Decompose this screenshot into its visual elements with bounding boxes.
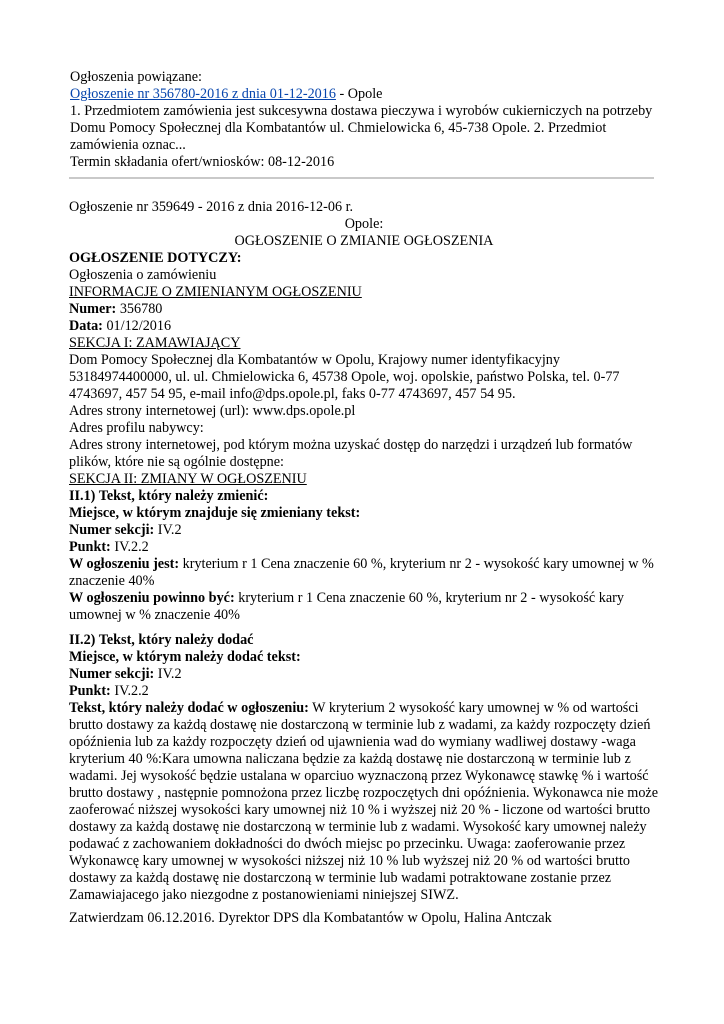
change2-place-text: Miejsce, w którym należy dodać tekst: <box>69 649 301 665</box>
document-page <box>69 69 659 927</box>
change2-add-line <box>69 700 659 904</box>
change-2 <box>69 632 659 904</box>
notice-number-line: Ogłoszenie nr 359649 - 2016 z dnia 2016-12-06 r. <box>69 199 354 215</box>
change2-heading-text: II.2) Tekst, który należy dodać <box>69 632 254 648</box>
change1-point-label: Punkt: <box>69 539 111 555</box>
info-heading: INFORMACJE O ZMIENIANYM OGŁOSZENIU <box>69 284 362 300</box>
change2-section-label: Numer sekcji: <box>69 666 155 682</box>
change-1 <box>69 488 659 624</box>
numer-label: Numer: <box>69 301 117 317</box>
tools-url-line: Adres strony internetowej, pod którym można uzyskać dostęp do narzędzi i urządzeń lub formatów plików, które nie są ogólnie dostępne: <box>69 437 633 470</box>
change1-section-label: Numer sekcji: <box>69 522 155 538</box>
change2-place <box>69 649 659 666</box>
change2-add-label: Tekst, który należy dodać w ogłoszeniu: <box>69 700 309 716</box>
change1-section-value: IV.2 <box>154 522 182 538</box>
change1-place <box>69 505 659 522</box>
change1-point-value: IV.2.2 <box>110 539 149 555</box>
change1-is-line <box>69 556 659 590</box>
related-notice-link[interactable]: Ogłoszenie nr 356780-2016 z dnia 01-12-2016 <box>70 86 336 102</box>
change1-section-line <box>69 522 659 539</box>
change1-place-text: Miejsce, w którym znajduje się zmieniany tekst: <box>69 505 361 521</box>
approval-line: Zatwierdzam 06.12.2016. Dyrektor DPS dla Kombatantów w Opolu, Halina Antczak <box>69 910 552 926</box>
change1-should-line <box>69 590 659 624</box>
change2-section-value: IV.2 <box>154 666 182 682</box>
related-deadline: Termin składania ofert/wniosków: 08-12-2016 <box>70 154 335 170</box>
related-heading: Ogłoszenia powiązane: <box>70 69 202 85</box>
data-value: 01/12/2016 <box>102 318 172 334</box>
numer-line <box>69 301 659 318</box>
data-line <box>69 318 659 335</box>
concerns-value: Ogłoszenia o zamówieniu <box>69 267 217 283</box>
change2-section-line <box>69 666 659 683</box>
related-link-line <box>70 86 659 103</box>
contracting-authority: Dom Pomocy Społecznej dla Kombatantów w Opolu, Krajowy numer identyfikacyjny 53184974400000, ul. ul. Chmielowicka 6, 45738 Opole, woj. opolskie, państwo Polska, tel. 0-77 4743697, 457 54 95, e-mail info@dps.opole.pl, faks 0-77 4743697, 457 54 95. <box>69 352 620 402</box>
section2-heading: SEKCJA II: ZMIANY W OGŁOSZENIU <box>69 471 307 487</box>
change1-is-value: kryterium r 1 Cena znaczenie 60 %, kryterium nr 2 - wysokość kary umownej w % znaczenie 40% <box>69 556 654 589</box>
concerns-heading-text: OGŁOSZENIE DOTYCZY: <box>69 250 242 266</box>
change1-should-value: kryterium r 1 Cena znaczenie 60 %, kryterium nr 2 - wysokość kary umownej w % znaczenie 40% <box>69 590 624 623</box>
change1-heading-text: II.1) Tekst, który należy zmienić: <box>69 488 269 504</box>
change2-heading <box>69 632 659 649</box>
data-label: Data: <box>69 318 103 334</box>
buyer-profile-line: Adres profilu nabywcy: <box>69 420 204 436</box>
website-line: Adres strony internetowej (url): www.dps.opole.pl <box>69 403 356 419</box>
change1-is-label: W ogłoszeniu jest: <box>69 556 180 572</box>
related-notices <box>70 69 659 171</box>
numer-value: 356780 <box>116 301 163 317</box>
section1-heading: SEKCJA I: ZAMAWIAJĄCY <box>69 335 241 351</box>
related-city: - Opole <box>335 86 383 102</box>
change1-heading <box>69 488 659 505</box>
change1-should-label: W ogłoszeniu powinno być: <box>69 590 235 606</box>
change1-point-line <box>69 539 659 556</box>
change2-point-line <box>69 683 659 700</box>
notice-title: OGŁOSZENIE O ZMIANIE OGŁOSZENIA <box>234 233 494 249</box>
change2-add-value: W kryterium 2 wysokość kary umownej w % od wartości brutto dostawy za każdą dostawę nie dostarczoną w terminie lub z wadami, za każdy rozpoczęty dzień opóźnienia lub za każdy rozpoczęty dzień od ujawnienia wad do wymiany wadliwej dostawy -waga kryterium 40 %:Kara umowna naliczana będzie za każdą dostawę nie dostarczoną w terminie lub z wadami. Jej wysokość będzie ustalana w oparciuo wyznaczoną przez Wykonawcę stawkę % i wartość brutto dostawy , następnie pomnożona przez liczbę rozpoczętych dni opóźnienia. Wykonawca nie może zaoferować niższej wysokości kary umownej niż 10 % i wyższej niż 20 % - liczone od wartości brutto dostawy za każdą dostawę nie dostarczoną w terminie lub z wadami. Wysokość kary umownej należy podawać z zachowaniem dokładności do dwóch miejsc po przecinku. Uwaga: zaoferowanie przez Wykonawcę kary umownej w wysokości niższej niż 10 % lub wyższej niż 20 % od wartości brutto dostawy za każdą dostawę nie dostarczoną w terminie lub wadami potraktowane zostanie przez Zamawiajacego jako niezgodne z postanowieniami niniejszej SIWZ. <box>69 700 659 903</box>
change2-point-value: IV.2.2 <box>110 683 149 699</box>
change2-point-label: Punkt: <box>69 683 111 699</box>
related-summary: 1. Przedmiotem zamówienia jest sukcesywna dostawa pieczywa i wyrobów cukierniczych na potrzeby Domu Pomocy Społecznej dla Kombatantów ul. Chmielowicka 6, 45-738 Opole. 2. Przedmiot zamówienia oznac... <box>70 103 653 153</box>
concerns-heading <box>69 250 659 267</box>
notice-city: Opole: <box>344 216 384 232</box>
